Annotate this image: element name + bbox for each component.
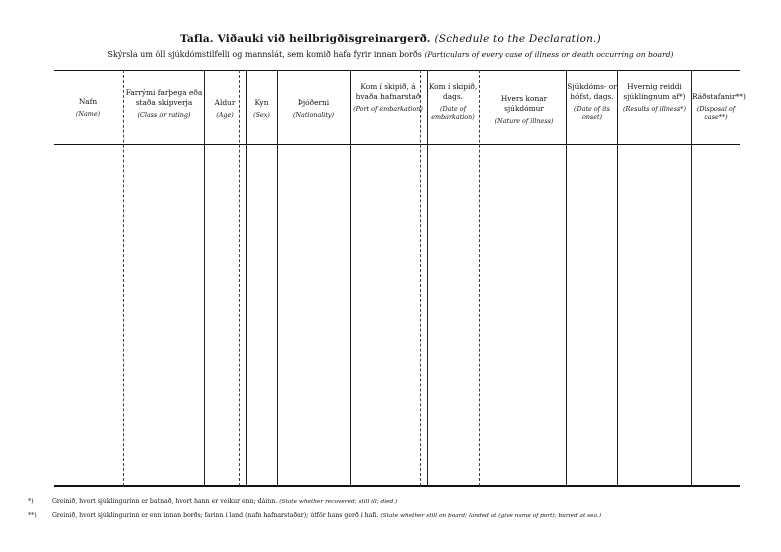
column-header-translation: (Class or rating): [137, 111, 191, 119]
title-icelandic: Tafla. Viðauki við heilbrigðisgreinargerð.: [180, 33, 431, 45]
footnote-text: Greinið, hvort sjúklingurinn er enn innan borðs; farinn í land (nafn hafnarstaðar); útför hans gerð í hafi.: [51, 512, 379, 519]
footnote-text: Greinið, hvort sjúklingurinn er batnað, hvort hann er veikur enn; dáinn.: [51, 498, 278, 505]
column-divider: [479, 70, 480, 486]
column-divider: [691, 70, 692, 486]
column-divider: [420, 70, 421, 486]
column-header-port: [352, 82, 424, 113]
footnote: [28, 495, 773, 509]
column-divider: [239, 70, 240, 486]
column-header-name: [54, 97, 122, 118]
column-header-onset: [567, 82, 617, 121]
column-header-date-embarkation: [428, 82, 478, 121]
column-header-translation: (Date of its onset): [574, 105, 610, 121]
column-header-translation: (Nationality): [292, 111, 335, 119]
column-header-translation: (Date of embarkation): [431, 105, 475, 121]
column-header-nationality: [277, 98, 350, 119]
column-divider: [617, 70, 618, 486]
column-divider: [566, 70, 567, 486]
column-header-label: Aldur: [214, 98, 236, 107]
column-header-translation: (Nature of illness): [494, 117, 554, 125]
table-bottom-rule: [54, 485, 740, 487]
column-header-label: Kom í skipið, dags.: [428, 82, 478, 101]
column-header-disposal: [692, 92, 746, 121]
column-header-label: Sjúkdóms- or hófst, dags.: [567, 82, 617, 101]
column-header-label: Kom í skipið, á hvaða hafnarstað: [355, 82, 421, 101]
column-header-label: Hvers konar sjúkdómur: [500, 94, 548, 113]
column-header-translation: (Disposal of case**): [696, 105, 736, 121]
column-divider: [123, 70, 124, 486]
column-header-age: [204, 98, 246, 119]
column-header-translation: (Age): [216, 111, 234, 119]
column-header-label: Þjóðerni: [297, 98, 330, 107]
subtitle-icelandic: Skýrsla um öll sjúkdómstilfelli og mannslát, sem komið hafa fyrir innan borðs: [107, 50, 422, 59]
footnote: [28, 509, 773, 523]
column-header-translation: (Sex): [253, 111, 270, 119]
title-english: (Schedule to the Declaration.): [434, 33, 601, 45]
schedule-table: [54, 70, 746, 487]
column-header-label: Ráðstafanir**): [692, 92, 746, 101]
footnote-mark: *): [28, 498, 34, 505]
column-header-class: [124, 88, 204, 119]
column-divider: [277, 70, 278, 486]
column-header-translation: (Results of illness*): [623, 105, 686, 113]
column-header-translation: (Name): [75, 110, 101, 118]
header-rule: [54, 144, 740, 145]
table-top-rule: [54, 70, 740, 71]
column-header-label: Nafn: [78, 97, 98, 106]
column-divider: [204, 70, 205, 486]
footnote-translation: (State whether still on board; landed at (give name of port); buried at sea.): [380, 513, 602, 519]
column-divider: [350, 70, 351, 486]
footnote-mark: **): [28, 512, 37, 519]
column-divider: [246, 70, 247, 486]
footnotes: [28, 495, 773, 523]
page-subtitle: [0, 50, 781, 59]
column-header-illness: [482, 94, 566, 125]
column-header-label: Farrými farþega eða staða skipverja: [125, 88, 203, 107]
column-divider: [427, 70, 428, 486]
column-header-label: Hvernig reiddi sjúklingnum af*): [623, 82, 686, 101]
page-title: [0, 33, 781, 45]
column-header-label: Kyn: [254, 98, 269, 107]
column-header-translation: (Port of embarkation): [353, 105, 423, 113]
subtitle-english: (Particulars of every case of illness or death occurring on board): [424, 50, 674, 59]
column-header-results: [618, 82, 691, 113]
column-header-sex: [246, 98, 277, 119]
footnote-translation: (State whether recovered; still ill; died.): [279, 499, 398, 505]
